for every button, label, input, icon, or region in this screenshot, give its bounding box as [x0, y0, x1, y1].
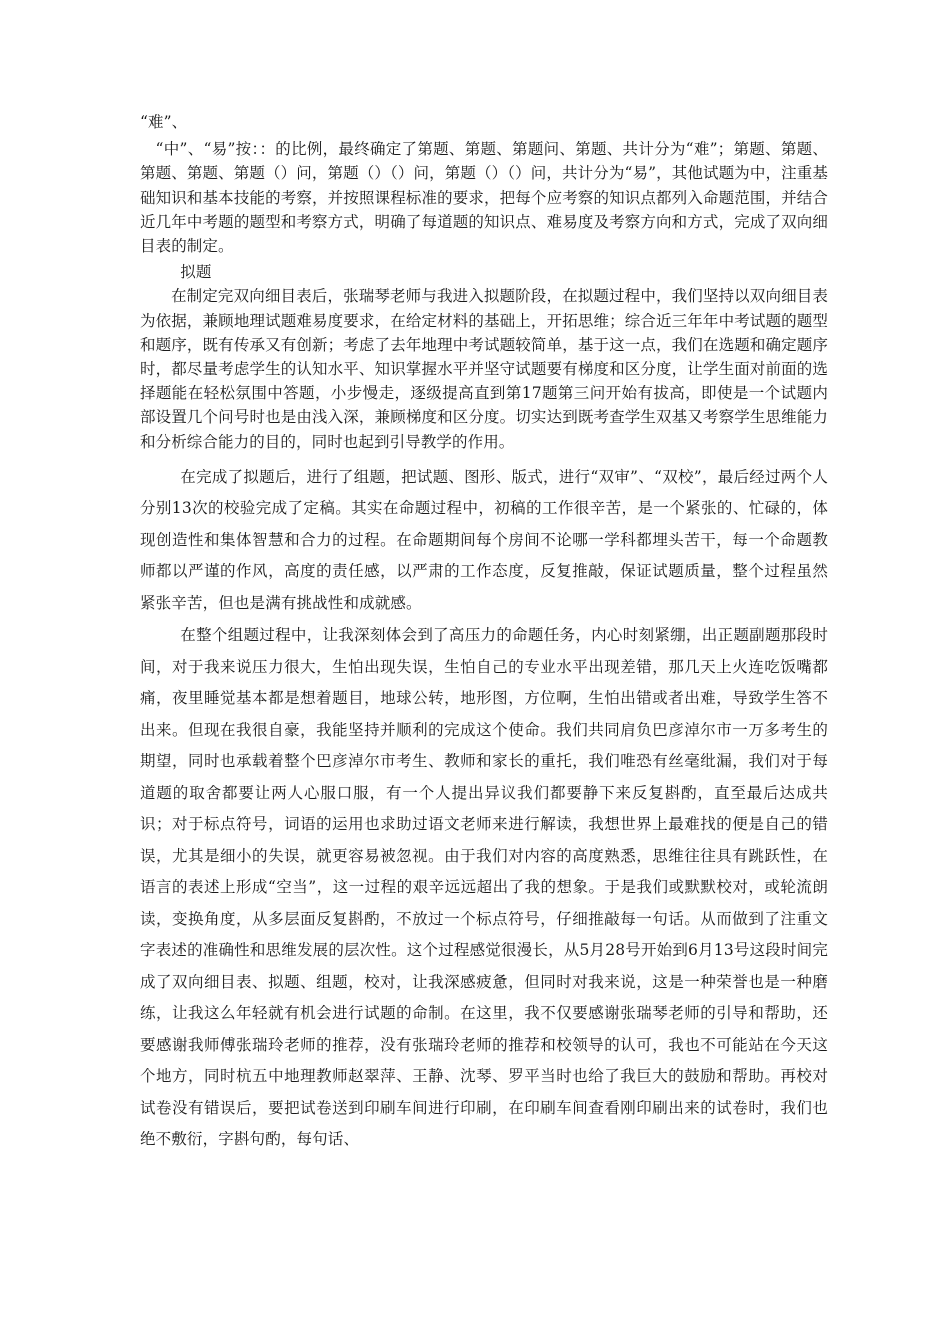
- paragraph-process: 在整个组题过程中，让我深刻体会到了高压力的命题任务，内心时刻紧绷，出正题副题那段时间，对于我来说压力很大，生怕出现失误，生怕自己的专业水平出现差错，那几天上火连吃饭嘴都痛，夜里睡觉基本都是想着题目，地球公转，地形图，方位啊，生怕出错或者出难，导致学生答不出来。但现在我很自豪，我能坚持并顺利的完成这个使命。我们共同肩负巴彦淖尔市一万多考生的期望，同时也承载着整个巴彦淖尔市考生、教师和家长的重托，我们唯恐有丝毫纰漏，我们对于每道题的取舍都要让两人心服口服，有一个人提出异议我们都要静下来反复斟酌，直至最后达成共识；对于标点符号，词语的运用也求助过语文老师来进行解读，我想世界上最难找的便是自己的错误，尤其是细小的失误，就更容易被忽视。由于我们对内容的高度熟悉，思维往往具有跳跃性，在语言的表述上形成“空当”，这一过程的艰辛远远超出了我的想象。于是我们或默默校对，或轮流朗读，变换角度，从多层面反复斟酌，不放过一个标点符号，仔细推敲每一句话。从而做到了注重文字表述的准确性和思维发展的层次性。这个过程感觉很漫长，从5月28号开始到6月13号这段时间完成了双向细目表、拟题、组题，校对，让我深感疲惫，但同时对我来说，这是一种荣誉也是一种磨练，让我这么年轻就有机会进行试题的命制。在这里，我不仅要感谢张瑞琴老师的引导和帮助，还要感谢我师傅张瑞玲老师的推荐，没有张瑞玲老师的推荐和校领导的认可，我也不可能站在今天这个地方，同时杭五中地理教师赵翠萍、王静、沈琴、罗平当时也给了我巨大的鼓励和帮助。再校对试卷没有错误后，要把试卷送到印刷车间进行印刷，在印刷车间查看刚印刷出来的试卷时，我们也绝不敷衍，字斟句酌，每句话、: [140, 626, 828, 1149]
- paragraph-niti: 在制定完双向细目表后，张瑞琴老师与我进入拟题阶段，在拟题过程中，我们坚持以双向细目表为依据，兼顾地理试题难易度要求，在给定材料的基础上，开拓思维；综合近三年年中考试题的题型和题序，既有传承又有创新；考虑了去年地理中考试题较简单，基于这一点，我们在选题和确定题序时，都尽量考虑学生的认知水平、知识掌握水平并坚守试题要有梯度和区分度，让学生面对前面的选择题能在轻松氛围中答题，小步慢走，逐级提高直到第17题第三问开始有拔高，即使是一个试题内部设置几个问号时也是由浅入深，兼顾梯度和区分度。切实达到既考查学生双基又考察学生思维能力和分析综合能力的目的，同时也起到引导教学的作用。: [140, 287, 828, 451]
- document-page: [140, 110, 828, 1156]
- paragraph-zuti: 在完成了拟题后，进行了组题，把试题、图形、版式，进行“双审”、“双校”，最后经过两个人分别13次的校验完成了定稿。其实在命题过程中，初稿的工作很辛苦，是一个紧张的、忙碌的，体现创造性和集体智慧和合力的过程。在命题期间每个房间不论哪一学科都埋头苦干，每一个命题教师都以严谨的作风，高度的责任感，以严肃的工作态度，反复推敲，保证试题质量，整个过程虽然紧张辛苦，但也是满有挑战性和成就感。: [140, 467, 828, 612]
- lower-text-block: [140, 462, 828, 1156]
- section-heading-niti: 拟题: [180, 263, 212, 282]
- upper-text-block: [140, 110, 828, 454]
- paragraph-ratio: “中”、“易”按：：的比例，最终确定了第题、第题、第题问、第题、共计分为“难”；第题、第题、第题、第题、第题（）问，第题（）（）问，第题（）（）问，共计分为“易”，其他试题为中，注重基础知识和基本技能的考察，并按照课程标准的要求，把每个应考察的知识点都列入命题范围，并结合近几年中考题的题型和考察方式，明确了每道题的知识点、难易度及考察方向和方式，完成了双向细目表的制定。: [140, 140, 828, 256]
- paragraph-fragment-nan: “难”、: [140, 113, 188, 131]
